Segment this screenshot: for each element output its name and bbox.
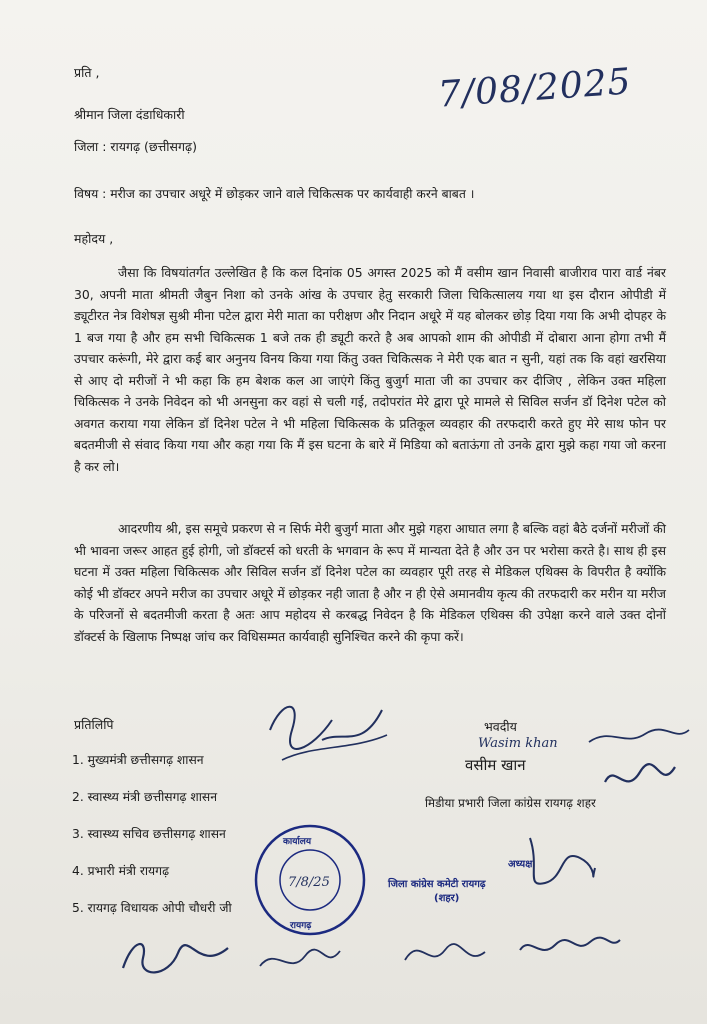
sender-designation: मिडीया प्रभारी जिला कांग्रेस रायगढ़ शहर bbox=[425, 796, 596, 810]
copy-to-heading: प्रतिलिपि bbox=[74, 717, 114, 732]
district-line: जिला : रायगढ़ (छत्तीसगढ़) bbox=[74, 139, 197, 154]
stamp-date: 7/8/25 bbox=[288, 875, 330, 890]
office-seal-line: जिला कांग्रेस कमेटी रायगढ़ bbox=[388, 879, 486, 890]
office-seal-line: अध्यक्ष bbox=[508, 859, 533, 870]
stamp-bottom-text: रायगढ़ bbox=[290, 921, 312, 931]
subject-line: विषय : मरीज का उपचार अधूरे में छोड़कर जाने वाले चिकित्सक पर कार्यवाही करने बाबत । bbox=[74, 187, 475, 201]
closing-yours: भवदीय bbox=[484, 719, 517, 734]
signature-scribble bbox=[515, 920, 625, 970]
copy-to-list bbox=[72, 746, 232, 931]
copy-to-item: 2. स्वास्थ्य मंत्री छत्तीसगढ़ शासन bbox=[72, 790, 218, 804]
signature-scribble bbox=[255, 936, 345, 986]
office-seal bbox=[388, 878, 486, 892]
signature-scribble bbox=[585, 722, 695, 812]
prati-line: प्रति , bbox=[74, 65, 100, 80]
copy-to-item: 3. स्वास्थ्य सचिव छत्तीसगढ़ शासन bbox=[72, 827, 226, 841]
copy-to-item: 1. मुख्यमंत्री छत्तीसगढ़ शासन bbox=[72, 753, 204, 767]
signature-scribble bbox=[262, 690, 392, 770]
body-paragraph-1: जैसा कि विषयांतर्गत उल्लेखित है कि कल दिनांक 05 अगस्त 2025 को मैं वसीम खान निवासी बाजीराव पारा वार्ड नंबर 30, अपनी माता श्रीमती जैबुन निशा को उनके आंख के उपचार हेतु सरकारी जिला चिकित्सालय गया था इस दौरान ओपीडी में ड्यूटीरत नेत्र विशेषज्ञ सुश्री मीना पटेल द्वारा मेरी माता का परीक्षण और निदान अधूरे में यह बोलकर छोड़ दिया गया कि अभी दोपहर के 1 बज गया है और हम सभी चिकित्सक 1 बजे तक ही ड्यूटी करते है अब आपको शाम की ओपीडी में दोबारा आना होगा तभी मैं उपचार करूंगी, मेरे द्वारा कई बार अनुनय विनय किया गया किंतु उक्त चिकित्सक ने मेरी एक बात न सुनी, यहां तक कि वहां खरसिया से आए दो मरीजों ने भी कहा कि हम बेशक कल आ जाएंगे किंतु बुजुर्ग माता जी का उपचार कर दीजिए , लेकिन उक्त महिला चिकित्सक ने उनके निवेदन को भी अनसुना कर वहां से चली गई, तदोपरांत मेरे द्वारा पूरे मामले से सिविल सर्जन डॉ दिनेश पटेल को अवगत कराया गया लेकिन डॉ दिनेश पटेल ने भी महिला चिकित्सक के प्रतिकूल व्यवहार की तरफदारी करते हुए मेरे साथ फोन पर बदतमीजी से संवाद किया गया और कहा गया कि मैं इस घटना के बारे में मिडिया को बताऊंगा तो उनके द्वारा मुझे कहा गया जो करना है कर लो। bbox=[74, 265, 666, 474]
signature-scribble bbox=[400, 930, 490, 980]
sender-signature: Wasim khan bbox=[478, 736, 558, 751]
office-round-stamp bbox=[250, 820, 370, 940]
office-seal-line: (शहर) bbox=[434, 893, 460, 904]
office-seal bbox=[508, 858, 532, 872]
copy-to-item: 5. रायगढ़ विधायक ओपी चौधरी जी bbox=[72, 901, 232, 915]
body-paragraph-2: आदरणीय श्री, इस समूचे प्रकरण से न सिर्फ मेरी बुजुर्ग माता और मुझे गहरा आघात लगा है बल्कि वहां बैठे दर्जनों मरीजों की भी भावना जरूर आहत हुई होगी, जो डॉक्टर्स को धरती के भगवान के रूप में मान्यता देते है और उन पर भरोसा करते है। साथ ही इस घटना में उक्त महिला चिकित्सक और सिविल सर्जन डॉ दिनेश पटेल का व्यवहार पूरी तरह से मेडिकल एथिक्स के विपरीत है क्योंकि कोई भी डॉक्टर अपने मरीज का उपचार अधूरे में छोड़कर नही जाता है और न ही ऐसे अमानवीय कृत्य की तरफदारी कर मरीन या मरीज के परिजनों से बदतमीजी करता है अतः आप महोदय से करबद्ध निवेदन है कि मेडिकल एथिक्स की उपेक्षा करने वाले उक्त दोनों डॉक्टर्स के खिलाफ निष्पक्ष जांच कर विधिसम्मत कार्यवाही सुनिश्चित करने की कृपा करें। bbox=[74, 521, 666, 644]
stamp-top-text: कार्यालय bbox=[283, 837, 312, 847]
sender-name: वसीम खान bbox=[465, 756, 526, 774]
handwritten-date: 7/08/2025 bbox=[436, 61, 633, 116]
office-seal bbox=[434, 892, 459, 906]
salutation: महोदय , bbox=[74, 231, 114, 246]
recipient-line: श्रीमान जिला दंडाधिकारी bbox=[74, 107, 185, 122]
signature-scribble bbox=[118, 928, 238, 988]
copy-to-item: 4. प्रभारी मंत्री रायगढ़ bbox=[72, 864, 170, 878]
